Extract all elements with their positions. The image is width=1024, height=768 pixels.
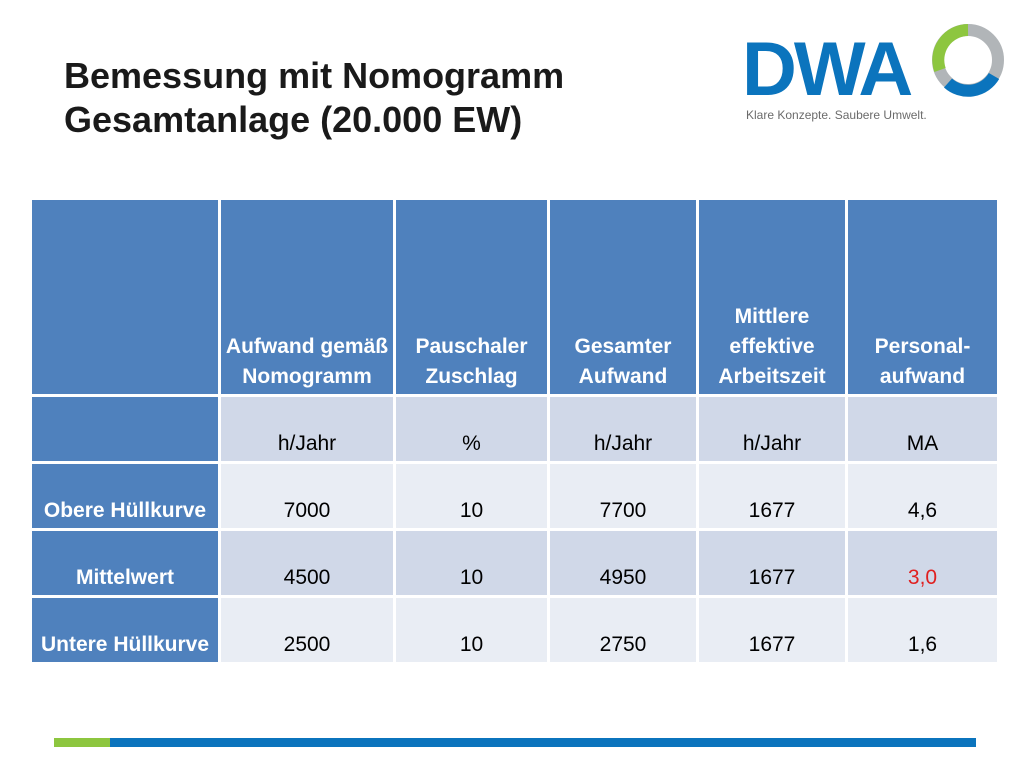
unit-cell: MA xyxy=(848,397,997,461)
table-cell: 1,6 xyxy=(848,598,997,662)
table-row xyxy=(32,531,997,595)
logo-tagline: Klare Konzepte. Saubere Umwelt. xyxy=(746,108,927,122)
table-units-row xyxy=(32,397,997,461)
header-gesamter-aufwand: Gesamter Aufwand xyxy=(550,200,696,394)
table-cell: 7700 xyxy=(550,464,696,528)
footer-accent-blue xyxy=(110,738,976,747)
header-aufwand: Aufwand gemäß Nomogramm xyxy=(221,200,393,394)
dwa-logo xyxy=(740,18,1010,128)
header-personalaufwand: Personal-aufwand xyxy=(848,200,997,394)
slide-title-line-2: Gesamtanlage (20.000 EW) xyxy=(64,99,523,140)
table-header-row xyxy=(32,200,997,394)
unit-cell: h/Jahr xyxy=(550,397,696,461)
table-cell: 1677 xyxy=(699,531,845,595)
units-row-label xyxy=(32,397,218,461)
table-cell: 4500 xyxy=(221,531,393,595)
row-label: Mittelwert xyxy=(32,531,218,595)
highlighted-personalaufwand-cell: 3,0 xyxy=(848,531,997,595)
nomogram-table xyxy=(29,197,1000,665)
table-cell: 2500 xyxy=(221,598,393,662)
logo-ring-icon xyxy=(926,18,1010,102)
logo-wordmark: DWA xyxy=(742,27,911,112)
header-zuschlag: Pauschaler Zuschlag xyxy=(396,200,547,394)
row-label: Obere Hüllkurve xyxy=(32,464,218,528)
table-cell: 10 xyxy=(396,464,547,528)
slide-title xyxy=(64,54,564,142)
table-row xyxy=(32,464,997,528)
table-cell: 4950 xyxy=(550,531,696,595)
header-arbeitszeit: Mittlere effektive Arbeitszeit xyxy=(699,200,845,394)
row-label: Untere Hüllkurve xyxy=(32,598,218,662)
table-cell: 7000 xyxy=(221,464,393,528)
unit-cell: h/Jahr xyxy=(699,397,845,461)
table-cell: 1677 xyxy=(699,464,845,528)
table-cell: 10 xyxy=(396,531,547,595)
table-cell: 4,6 xyxy=(848,464,997,528)
table-cell: 1677 xyxy=(699,598,845,662)
slide-title-line-1: Bemessung mit Nomogramm xyxy=(64,55,565,96)
footer-accent-green xyxy=(54,738,110,747)
table-row xyxy=(32,598,997,662)
unit-cell: h/Jahr xyxy=(221,397,393,461)
table-cell: 10 xyxy=(396,598,547,662)
unit-cell: % xyxy=(396,397,547,461)
table-cell: 2750 xyxy=(550,598,696,662)
header-cell-empty xyxy=(32,200,218,394)
